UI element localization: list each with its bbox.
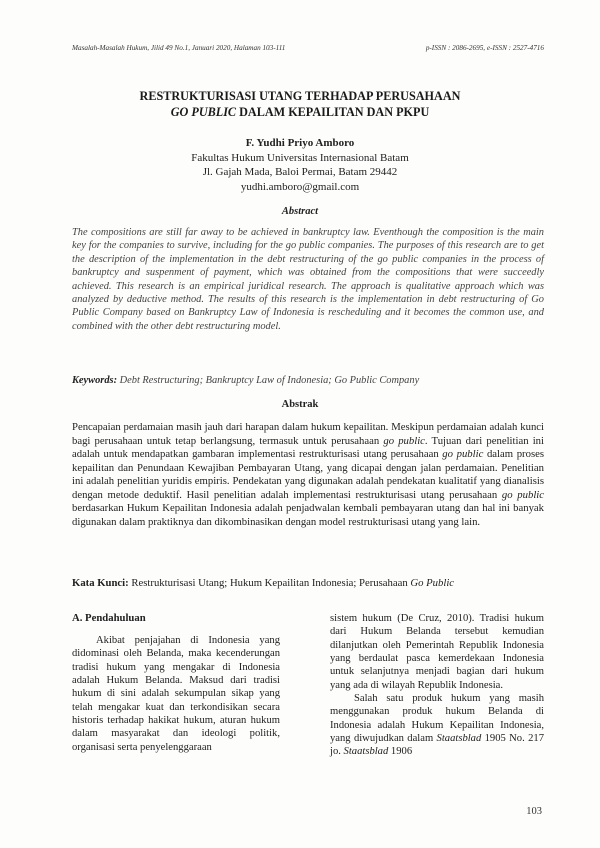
keywords-label: Keywords: <box>72 375 118 386</box>
section-heading-pendahuluan: A. Pendahuluan <box>72 612 146 624</box>
abstrak-part-a: Pencapaian perdamaian masih jauh dari harapan dalam hukum kepailitan. Meskipun perdamaian adalah kunci bagi perusahaan untuk tetap berlangsung, termasuk untuk perusahaan <box>72 421 544 447</box>
title-line-1: RESTRUKTURISASI UTANG TERHADAP PERUSAHAAN <box>139 89 461 103</box>
author-name: F. Yudhi Priyo Amboro <box>245 137 355 149</box>
journal-citation: Masalah-Masalah Hukum, Jilid 49 No.1, Januari 2020, Halaman 103-111 <box>72 44 286 52</box>
abstrak-part-b: . Tujuan dari penelitian ini adalah untuk mendapatkan gambaran implementasi restrukturisasi utang perusahaan <box>72 434 544 460</box>
abstrak-part-d: berdasarkan Hukum Kepailitan Indonesia adalah penjadwalan kembali pembayaran utang dan hal ini banyak digunakan dalam praktiknya dan dikombinasikan dengan model restrukturisasi utang yang lain. <box>72 502 544 528</box>
keywords-text: Debt Restructuring; Bankruptcy Law of Indonesia; Go Public Company <box>117 375 420 386</box>
page-number: 103 <box>526 806 542 817</box>
left-column-paragraph: Akibat penjajahan di Indonesia yang didominasi oleh Belanda, maka kecenderungan tradisi hukum yang mengakar di Indonesia adalah Hukum Belanda. Maksud dari tradisi hukum di sini adalah sekumpulan sikap yang telah mengakar kuat dan terkondisikan secara historis terhadap hakikat hukum, aturan hukum dalam masyarakat dan ideologi politik, organisasi serta penyelenggaraan <box>72 635 280 753</box>
staatsblad-2: Staatsblad <box>343 746 389 758</box>
right-p2-part-b: 1905 No. 217 jo. <box>330 733 544 758</box>
abstrak-go-public-3: go public <box>501 488 545 501</box>
title-go-public: GO PUBLIC <box>170 105 237 119</box>
right-column-paragraph-2 <box>330 692 544 759</box>
kata-kunci-label: Kata Kunci: <box>72 577 129 589</box>
abstrak-go-public-1: go public <box>383 434 425 447</box>
author-block <box>60 136 540 194</box>
left-column <box>72 612 280 754</box>
author-affiliation: Fakultas Hukum Universitas Internasional Batam <box>191 151 409 164</box>
right-column <box>330 612 544 759</box>
abstrak-heading: Abstrak <box>281 399 319 410</box>
abstract-heading: Abstract <box>281 206 319 217</box>
right-p2-part-a: Salah satu produk hukum yang masih menggunakan produk hukum Belanda di Indonesia adalah Hukum Kepailitan Indonesia, yang diwujudkan dalam <box>330 693 544 745</box>
issn-info: p-ISSN : 2086-2695, e-ISSN : 2527-4716 <box>425 44 544 52</box>
author-email: yudhi.amboro@gmail.com <box>240 180 360 193</box>
keywords-line <box>72 374 544 387</box>
abstrak-part-c: dalam proses kepailitan dan Penundaan Kewajiban Pembayaran Utang, yang dicapai dengan jalan perdamaian. Penelitian ini adalah penelitian yuridis empiris. Pendekatan yang digunakan adalah pendekatan kualitatif yang dianalisis dengan metode deduktif. Hasil penelitian adalah implementasi restrukturisasi utang perusahaan <box>72 448 544 501</box>
running-header <box>72 44 544 52</box>
right-p2-part-c: 1906 <box>388 746 413 758</box>
abstrak-go-public-2: go public <box>442 448 484 460</box>
kata-kunci-go-public: Go Public <box>410 577 455 589</box>
right-column-paragraph-1: sistem hukum (De Cruz, 2010). Tradisi hukum dari Hukum Belanda tersebut kemudian dilanjutkan oleh Pemerintah Republik Indonesia yang berdaulat pasca kemerdekaan Indonesia untuk selanjutnya menjadi bagian dari hukum yang ada di wilayah Republik Indonesia. <box>330 613 544 691</box>
abstrak-body <box>72 421 544 529</box>
title-line-2 <box>60 104 540 120</box>
staatsblad-1: Staatsblad <box>436 733 482 745</box>
kata-kunci-line <box>72 577 544 590</box>
abstract-body: The compositions are still far away to be achieved in bankruptcy law. Eventhough the composition is the main key for the companies to survive, including for the go public companies. The purposes of this research are to get the description of the implementation in the debt restructuring of the go public companies in the process of bankruptcy and suspenment of payment, which was obtained from the compositions that were succeedly achieved. This research is an empirical juridical research. The approach is qualitative approach which was analyzed by deductive method. The results of this research is the implementation in debt restructuring of Go Public Company based on Bankruptcy Law of Indonesia is rescheduling and it becomes the common use, and combined with the other debt restructuring model. <box>72 227 544 332</box>
title-line-2-rest: DALAM KEPAILITAN DAN PKPU <box>236 105 430 119</box>
article-title <box>60 88 540 120</box>
author-address: Jl. Gajah Mada, Baloi Permai, Batam 29442 <box>202 166 398 178</box>
kata-kunci-text: Restrukturisasi Utang; Hukum Kepailitan Indonesia; Perusahaan <box>128 577 411 589</box>
